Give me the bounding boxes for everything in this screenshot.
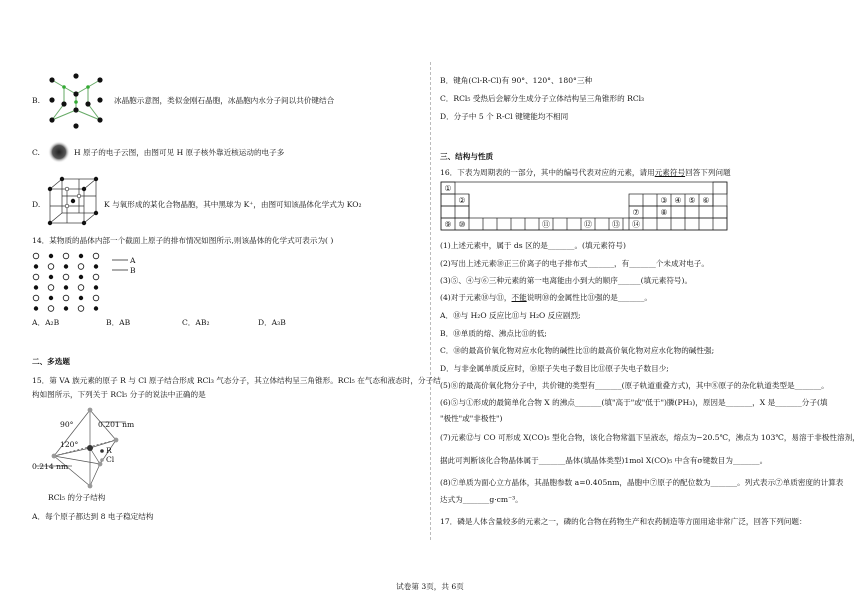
cell-12: ⑫ bbox=[584, 220, 592, 229]
atom-b bbox=[94, 265, 98, 269]
atom-b bbox=[49, 254, 53, 258]
atom-b bbox=[64, 286, 68, 290]
q14-option-d: D．A₃B bbox=[258, 318, 286, 327]
q15-option-d: D．分子中 5 个 R-Cl 键键能均不相同 bbox=[440, 112, 569, 121]
q15-option-a: A．每个原子都达到 8 电子稳定结构 bbox=[32, 512, 154, 521]
page-footer: 试卷第 3页，共 6页 bbox=[396, 582, 464, 591]
fig-bond-length-201: 0.201 nm bbox=[98, 420, 135, 429]
section-structure-heading: 三、结构与性质 bbox=[440, 152, 494, 161]
atom-a bbox=[93, 253, 99, 259]
atom-b bbox=[34, 265, 38, 269]
cell-5: ⑤ bbox=[688, 196, 696, 205]
q16-part7-line2: 据此可判断该化合物晶体属于_______晶体(填晶体类型)1mol X(CO)₅ 中含有σ键数目为_______。 bbox=[440, 456, 768, 465]
option-c-label: C. bbox=[32, 148, 40, 157]
cell-8: ⑧ bbox=[660, 208, 668, 217]
cell-13: ⑬ bbox=[612, 220, 620, 229]
atom-b bbox=[94, 307, 98, 311]
legend-r: R bbox=[106, 446, 112, 455]
cell-6: ⑥ bbox=[702, 196, 710, 205]
q16-part4-option-b: B．⑩单质的熔、沸点比⑪的低; bbox=[440, 329, 547, 338]
q16-part3: (3)⑤、④与⑥三种元素的第一电离能由小到大的顺序______(填元素符号)。 bbox=[440, 276, 693, 285]
q16-part4-option-a: A．⑩与 H₂O 反应比⑪与 H₂O 反应剧烈; bbox=[440, 311, 581, 320]
q14-option-a: A．A₂B bbox=[32, 318, 60, 327]
ice-crystal-diagram bbox=[46, 74, 106, 128]
option-d-text: K 与氧形成的某化合物晶胞，其中黑球为 K⁺，由图可知该晶体化学式为 KO₂ bbox=[104, 200, 362, 209]
q15-option-b: B．键角(Cl-R-Cl)有 90°、120°、180°三种 bbox=[440, 76, 593, 85]
option-b-label: B. bbox=[32, 96, 40, 105]
q14-option-b: B．AB bbox=[106, 318, 131, 327]
atom-a bbox=[48, 306, 54, 312]
atom-b bbox=[64, 307, 68, 311]
section-multi-choice-heading: 二、多选题 bbox=[32, 357, 70, 366]
atom-b bbox=[34, 286, 38, 290]
rcl5-structure-diagram bbox=[30, 404, 170, 504]
ko2-unit-cell-diagram bbox=[46, 175, 100, 227]
atom-a bbox=[63, 274, 69, 280]
atom-a bbox=[33, 253, 39, 259]
question-15-line2: 构如图所示，下列关于 RCl₅ 分子的说法中正确的是 bbox=[32, 390, 206, 399]
column-divider bbox=[430, 62, 431, 540]
q15-option-c: C．RCl₅ 受热后会解分生成分子立体结构呈三角锥形的 RCl₃ bbox=[440, 94, 645, 103]
atom-b bbox=[64, 265, 68, 269]
cell-7: ⑦ bbox=[632, 208, 640, 217]
q16-part7-line1: (7)元素⑫与 CO 可形成 X(CO)₅ 型化合物，该化合物常温下呈液态，熔点为−20.5℃，沸点为 103℃，易溶于非极性溶剂， bbox=[440, 433, 860, 442]
atom-b bbox=[79, 296, 83, 300]
atom-b bbox=[49, 275, 53, 279]
cell-10: ⑩ bbox=[458, 220, 466, 229]
atom-b bbox=[34, 307, 38, 311]
atom-grid bbox=[33, 253, 99, 311]
fig-caption: RCl₅ 的分子结构 bbox=[48, 493, 106, 502]
atom-b bbox=[94, 286, 98, 290]
cell-4: ④ bbox=[674, 196, 682, 205]
atom-a bbox=[63, 295, 69, 301]
cell-3: ③ bbox=[660, 196, 668, 205]
question-15-line1: 15．第 VA 族元素的原子 R 与 Cl 原子结合形成 RCl₃ 气态分子，其立体结构呈三角锥形。RCl₅ 在气态和液态时，分子结 bbox=[32, 376, 441, 385]
q16-part4: (4)对于元素⑩与⑪，不能说明⑩的金属性比⑪强的是_______。 bbox=[440, 293, 652, 302]
option-b-text: 冰晶胞示意图，类似金刚石晶胞，冰晶胞内水分子间以共价键结合 bbox=[114, 96, 335, 105]
atom-label-b: B bbox=[130, 266, 136, 275]
option-c-text: H 原子的电子云图，由图可见 H 原子核外靠近核运动的电子多 bbox=[74, 148, 285, 157]
atom-a bbox=[63, 253, 69, 259]
q16-part8-line2: 达式为_______g·cm⁻³。 bbox=[440, 495, 523, 504]
electron-cloud-icon bbox=[46, 141, 72, 163]
q16-part4-option-d: D．与非金属单质反应时，⑩原子失电子数目比⑪原子失电子数目少; bbox=[440, 364, 669, 373]
atom-label-a: A bbox=[130, 256, 136, 265]
q16-part5: (5)⑧的最高价氧化物分子中，共价键的类型有_______(原子轨道重叠方式)，其中⑧原子的杂化轨道类型是_______。 bbox=[440, 381, 829, 390]
atom-b bbox=[49, 296, 53, 300]
q16-part1: (1)上述元素中，属于 ds 区的是_______。(填元素符号) bbox=[440, 241, 626, 250]
cell-9: ⑨ bbox=[444, 220, 452, 229]
atom-arrangement-diagram bbox=[32, 250, 122, 314]
fig-angle-90: 90° bbox=[60, 420, 74, 429]
atom-a bbox=[33, 295, 39, 301]
cell-2: ② bbox=[458, 196, 466, 205]
atom-a bbox=[78, 285, 84, 291]
question-17: 17．磷是人体含量较多的元素之一，磷的化合物在药物生产和农药制造等方面用途非常广泛，回答下列问题： bbox=[440, 517, 807, 526]
atom-a bbox=[48, 264, 54, 270]
atom-a bbox=[78, 264, 84, 270]
fig-angle-120: 120° bbox=[60, 440, 79, 449]
fig-bond-length-214: 0.214 nm bbox=[32, 462, 69, 471]
atom-a bbox=[78, 306, 84, 312]
q16-part8-line1: (8)⑦单质为面心立方晶体，其晶胞参数 a=0.405nm，晶胞中⑦原子的配位数为_______。列式表示⑦单质密度的计算表 bbox=[440, 478, 844, 487]
question-14: 14．某物质的晶体内部一个截面上原子的排布情况如图所示,则该晶体的化学式可表示为( ) bbox=[32, 236, 334, 245]
question-16-intro: 16．下表为周期表的一部分，其中的编号代表对应的元素，请用元素符号回答下列问题 bbox=[440, 168, 731, 177]
option-d-label: D. bbox=[32, 200, 41, 209]
cell-14: ⑭ bbox=[632, 220, 640, 229]
cell-1: ① bbox=[444, 184, 452, 193]
q14-option-c: C．AB₂ bbox=[182, 318, 210, 327]
atom-a bbox=[93, 274, 99, 280]
atom-a bbox=[93, 295, 99, 301]
q16-part4-option-c: C．⑩的最高价氧化物对应水化物的碱性比⑪的最高价氧化物对应水化物的碱性强; bbox=[440, 346, 715, 355]
q16-part6-line1: (6)⑤与①形成的最简单化合物 X 的沸点_______(填"高于"或"低于")膦(PH₃)，原因是_______，X 是_______分子(填 bbox=[440, 398, 828, 407]
atom-a bbox=[48, 285, 54, 291]
atom-a bbox=[33, 274, 39, 280]
atom-b bbox=[79, 254, 83, 258]
atom-b bbox=[79, 275, 83, 279]
periodic-table-fragment bbox=[441, 182, 727, 232]
legend-cl: Cl bbox=[106, 455, 115, 464]
q16-part2: (2)写出上述元素⑩正三价离子的电子排布式_______，有_______个未成对电子。 bbox=[440, 259, 709, 268]
cell-11: ⑪ bbox=[542, 220, 550, 229]
q16-part6-line2: "极性"或"非极性") bbox=[440, 414, 503, 423]
